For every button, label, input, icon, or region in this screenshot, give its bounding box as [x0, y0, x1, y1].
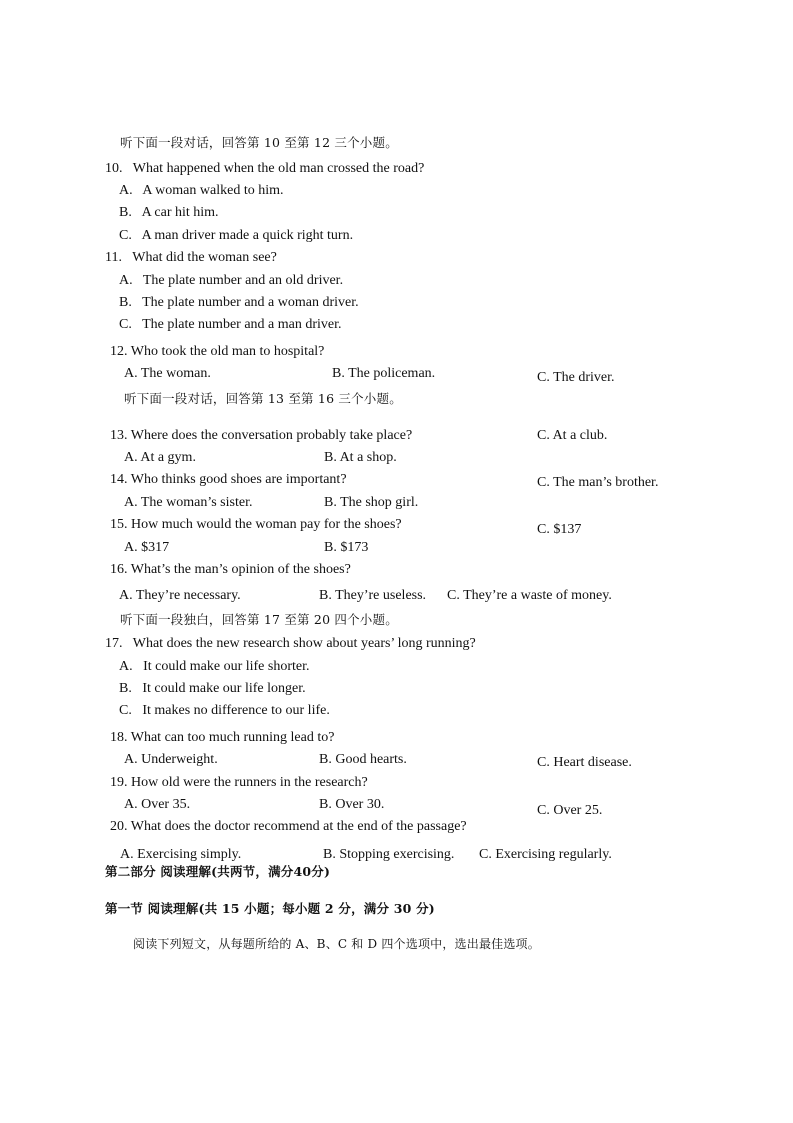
question-18-option-c: C. Heart disease. — [537, 755, 632, 770]
question-20-stem: 20. What does the doctor recommend at the end of the passage? — [110, 819, 467, 834]
question-14-stem: 14. Who thinks good shoes are important? — [110, 472, 347, 487]
question-20-option-a: A. Exercising simply. — [120, 847, 242, 862]
question-12-stem: 12. Who took the old man to hospital? — [110, 344, 325, 359]
question-17-option-b: B. It could make our life longer. — [119, 681, 306, 696]
question-17-stem: 17. What does the new research show about years’ long running? — [105, 636, 476, 651]
question-11-option-a: A. The plate number and an old driver. — [119, 273, 344, 288]
question-13-option-b: B. At a shop. — [324, 450, 397, 465]
reading-instruction: 阅读下列短文，从每题所给的 A、B、C 和 D 四个选项中，选出最佳选项。 — [133, 937, 540, 951]
question-18-option-a: A. Underweight. — [124, 752, 218, 767]
question-10-option-c: C. A man driver made a quick right turn. — [119, 228, 354, 243]
question-20-option-b: B. Stopping exercising. — [323, 847, 455, 862]
question-13-stem: 13. Where does the conversation probably take place? — [110, 428, 413, 443]
section-heading-q10-12: 听下面一段对话，回答第 10 至第 12 三个小题。 — [120, 135, 398, 150]
part-2-title: 第二部分 阅读理解(共两节，满分40分) — [105, 864, 331, 879]
question-17-option-c: C. It makes no difference to our life. — [119, 703, 330, 718]
question-18-stem: 18. What can too much running lead to? — [110, 730, 335, 745]
question-18-option-b: B. Good hearts. — [319, 752, 407, 767]
question-19-option-a: A. Over 35. — [124, 797, 191, 812]
question-11-option-c: C. The plate number and a man driver. — [119, 317, 342, 332]
question-16-option-c: C. They’re a waste of money. — [447, 588, 612, 603]
question-14-option-a: A. The woman’s sister. — [124, 495, 253, 510]
question-13-option-c: C. At a club. — [537, 428, 608, 443]
question-19-stem: 19. How old were the runners in the research? — [110, 775, 368, 790]
section-heading-q17-20: 听下面一段独白，回答第 17 至第 20 四个小题。 — [120, 612, 398, 627]
question-11-option-b: B. The plate number and a woman driver. — [119, 295, 359, 310]
question-15-option-b: B. $173 — [324, 540, 369, 555]
question-15-option-a: A. $317 — [124, 540, 170, 555]
section-heading-q13-16: 听下面一段对话，回答第 13 至第 16 三个小题。 — [124, 391, 402, 406]
question-12-option-b: B. The policeman. — [332, 366, 436, 381]
question-16-stem: 16. What’s the man’s opinion of the shoes? — [110, 562, 351, 577]
question-15-stem: 15. How much would the woman pay for the shoes? — [110, 517, 402, 532]
question-19-option-c: C. Over 25. — [537, 803, 603, 818]
question-16-option-b: B. They’re useless. — [319, 588, 427, 603]
question-16-option-a: A. They’re necessary. — [119, 588, 241, 603]
question-11-stem: 11. What did the woman see? — [105, 250, 277, 265]
question-10-option-b: B. A car hit him. — [119, 205, 219, 220]
question-14-option-c: C. The man’s brother. — [537, 475, 659, 490]
question-13-option-a: A. At a gym. — [124, 450, 196, 465]
question-15-option-c: C. $137 — [537, 522, 582, 537]
question-10-option-a: A. A woman walked to him. — [119, 183, 284, 198]
question-17-option-a: A. It could make our life shorter. — [119, 659, 310, 674]
question-12-option-c: C. The driver. — [537, 370, 615, 385]
question-19-option-b: B. Over 30. — [319, 797, 385, 812]
section-1-title: 第一节 阅读理解(共 15 小题；每小题 2 分，满分 30 分) — [105, 901, 435, 916]
question-20-option-c: C. Exercising regularly. — [479, 847, 612, 862]
question-10-stem: 10. What happened when the old man crossed the road? — [105, 161, 425, 176]
question-12-option-a: A. The woman. — [124, 366, 211, 381]
question-14-option-b: B. The shop girl. — [324, 495, 419, 510]
